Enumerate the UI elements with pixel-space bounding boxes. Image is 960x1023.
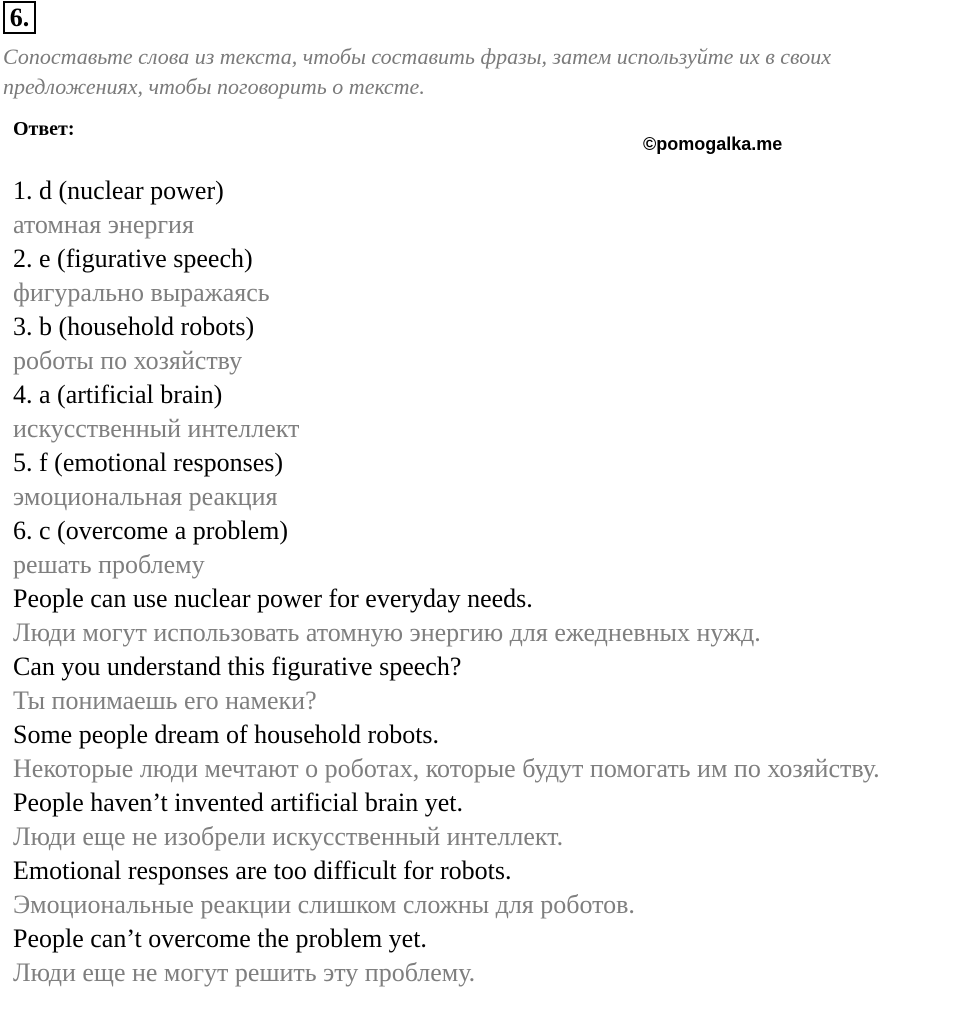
- sentence-translation: Эмоциональные реакции слишком сложны для роботов.: [13, 890, 635, 919]
- sentence-english: Emotional responses are too difficult for robots.: [13, 856, 512, 885]
- match-english: 3. b (household robots): [13, 312, 255, 341]
- match-english: 1. d (nuclear power): [13, 176, 224, 205]
- sentence-english: Some people dream of household robots.: [13, 720, 440, 749]
- sentence-translation: Люди еще не изобрели искусственный интеллект.: [13, 822, 564, 851]
- sentence-english: Can you understand this figurative speech?: [13, 652, 462, 681]
- sentence-translation: Люди еще не могут решить эту проблему.: [13, 958, 476, 987]
- task-number: 6.: [3, 1, 36, 34]
- match-translation: роботы по хозяйству: [13, 346, 243, 375]
- sentence-english: People can use nuclear power for everyday needs.: [13, 584, 533, 613]
- sentence-translation: Люди могут использовать атомную энергию для ежедневных нужд.: [13, 618, 761, 647]
- match-english: 2. e (figurative speech): [13, 244, 253, 273]
- matches-list: [13, 174, 953, 582]
- task-instruction: Сопоставьте слова из текста, чтобы составить фразы, затем используйте их в своих предложениях, чтобы поговорить о тексте.: [3, 44, 832, 99]
- sentence-translation: Ты понимаешь его намеки?: [13, 686, 317, 715]
- sentence-translation: Некоторые люди мечтают о роботах, которые будут помогать им по хозяйству.: [13, 754, 880, 783]
- answer-label: Ответ:: [13, 118, 75, 140]
- sentence-english: People can’t overcome the problem yet.: [13, 924, 427, 953]
- match-english: 4. a (artificial brain): [13, 380, 223, 409]
- watermark: ©pomogalka.me: [643, 134, 783, 154]
- match-translation: фигурально выражаясь: [13, 278, 270, 307]
- answer-content: [13, 174, 953, 990]
- match-english: 5. f (emotional responses): [13, 448, 284, 477]
- match-translation: искусственный интеллект: [13, 414, 300, 443]
- sentences-list: [13, 582, 953, 990]
- match-translation: решать проблему: [13, 550, 205, 579]
- match-english: 6. c (overcome a problem): [13, 516, 289, 545]
- match-translation: атомная энергия: [13, 210, 194, 239]
- match-translation: эмоциональная реакция: [13, 482, 278, 511]
- sentence-english: People haven’t invented artificial brain yet.: [13, 788, 464, 817]
